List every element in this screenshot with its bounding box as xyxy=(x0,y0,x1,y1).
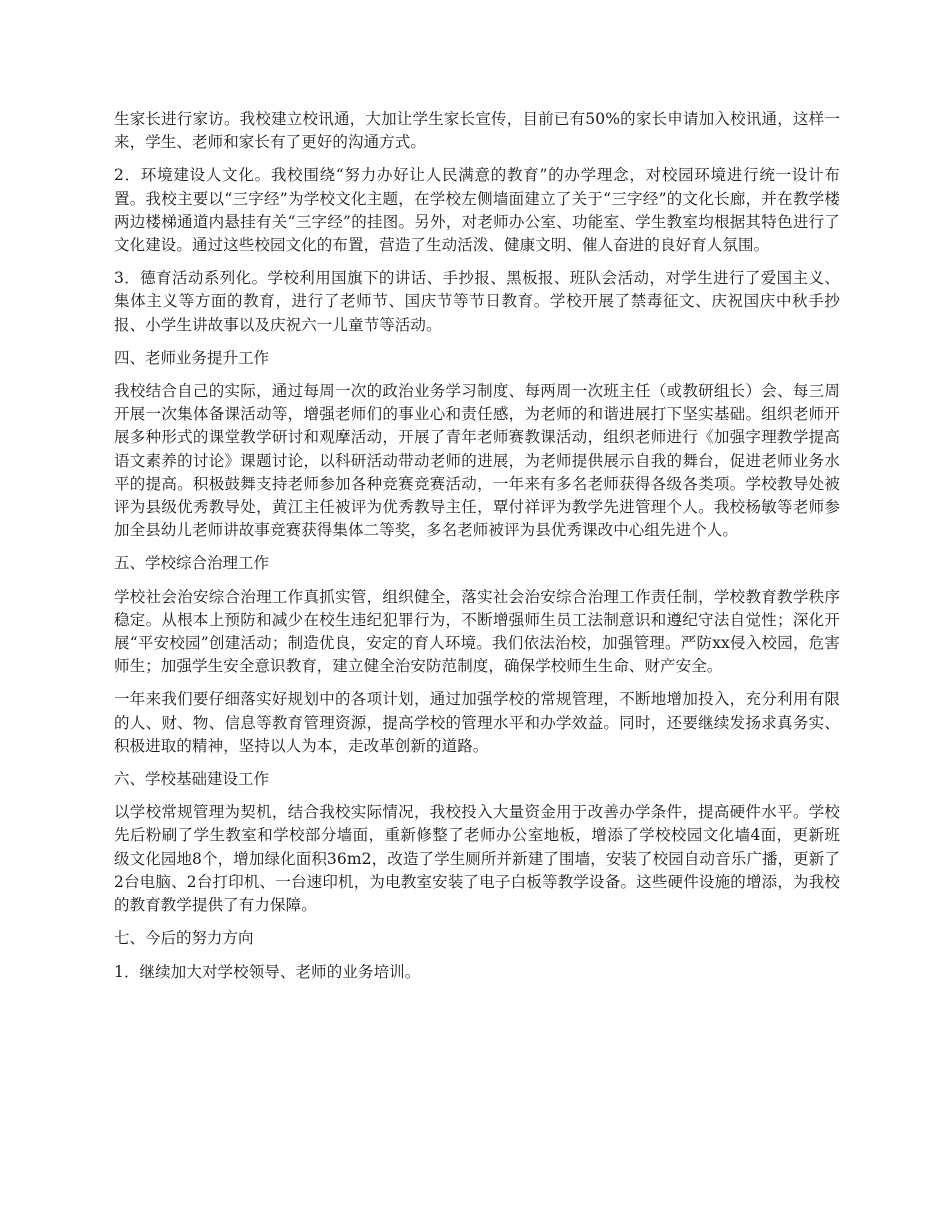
paragraph-comprehensive-governance: 学校社会治安综合治理工作真抓实管，组织健全，落实社会治安综合治理工作责任制，学校教育教学秩序稳定。从根本上预防和减少在校生违纪犯罪行为，不断增强师生员工法制意识和遵纪守法自觉性；深化开展“平安校园”创建活动；制造优良，安定的育人环境。我们依法治校，加强管理。严防xx侵入校园，危害师生；加强学生安全意识教育，建立健全治安防范制度，确保学校师生生命、财产安全。 xyxy=(114,587,840,676)
paragraph-infrastructure: 以学校常规管理为契机，结合我校实际情况，我校投入大量资金用于改善办学条件，提高硬件水平。学校先后粉刷了学生教室和学校部分墙面，重新修整了老师办公室地板，增添了学校校园文化墙4面，更新班级文化园地8个，增加绿化面积36m2，改造了学生厕所并新建了围墙，安装了校园自动音乐广播，更新了2台电脑、2台打印机、一台速印机，为电教室安装了电子白板等教学设备。这些硬件设施的增添，为我校的教育教学提供了有力保障。 xyxy=(114,803,840,915)
heading-section-6: 六、学校基础建设工作 xyxy=(114,770,270,789)
paragraph-future-item-1: 1．继续加大对学校领导、老师的业务培训。 xyxy=(114,962,421,981)
paragraph-teacher-development: 我校结合自己的实际，通过每周一次的政治业务学习制度、每两周一次班主任（或教研组长）会、每三周开展一次集体备课活动等，增强老师们的事业心和责任感，为老师的和谐进展打下坚实基础。组织老师开展多种形式的课堂教学研讨和观摩活动，开展了青年老师赛教课活动，组织老师进行《加强字理教学提高语文素养的讨论》课题讨论，以科研活动带动老师的进展，为老师提供展示自我的舞台，促进老师业务水平的提高。积极鼓舞支持老师参加各种竞赛竞赛活动，一年来有多名老师获得各级各类项。学校教导处被评为县级优秀教导处，黄江主任被评为优秀教导主任，覃付祥评为教学先进管理个人。我校杨敏等老师参加全县幼儿老师讲故事竞赛获得集体二等奖，多名老师被评为县优秀课改中心组先进个人。 xyxy=(114,382,840,540)
heading-section-7: 七、今后的努力方向 xyxy=(114,929,254,948)
document-page xyxy=(114,108,840,994)
paragraph-moral-activities: 3．德育活动系列化。学校利用国旗下的讲话、手抄报、黑板报、班队会活动，对学生进行了爱国主义、集体主义等方面的教育，进行了老师节、国庆节等节日教育。学校开展了禁毒征文、庆祝国庆中秋手抄报、小学生讲故事以及庆祝六一儿童节等活动。 xyxy=(114,269,840,334)
paragraph-parent-visits: 生家长进行家访。我校建立校讯通，大加让学生家长宣传，目前已有50%的家长申请加入校讯通，这样一来，学生、老师和家长有了更好的沟通方式。 xyxy=(114,110,840,152)
paragraph-environment-culture: 2．环境建设人文化。我校围绕“努力办好让人民满意的教育”的办学理念，对校园环境进行统一设计布置。我校主要以“三字经”为学校文化主题，在学校左侧墙面建立了关于“三字经”的文化长廊，并在教学楼两边楼梯通道内悬挂有关“三字经”的挂图。另外，对老师办公室、功能室、学生教室均根据其特色进行了文化建设。通过这些校园文化的布置，营造了生动活泼、健康文明、催人奋进的良好育人氛围。 xyxy=(114,166,840,255)
heading-section-5: 五、学校综合治理工作 xyxy=(114,554,270,573)
heading-section-4: 四、老师业务提升工作 xyxy=(114,348,270,367)
paragraph-year-summary: 一年来我们要仔细落实好规划中的各项计划，通过加强学校的常规管理，不断地增加投入，充分利用有限的人、财、物、信息等教育管理资源，提高学校的管理水平和办学效益。同时，还要继续发扬求真务实、积极进取的精神，坚持以人为本，走改革创新的道路。 xyxy=(114,690,840,755)
